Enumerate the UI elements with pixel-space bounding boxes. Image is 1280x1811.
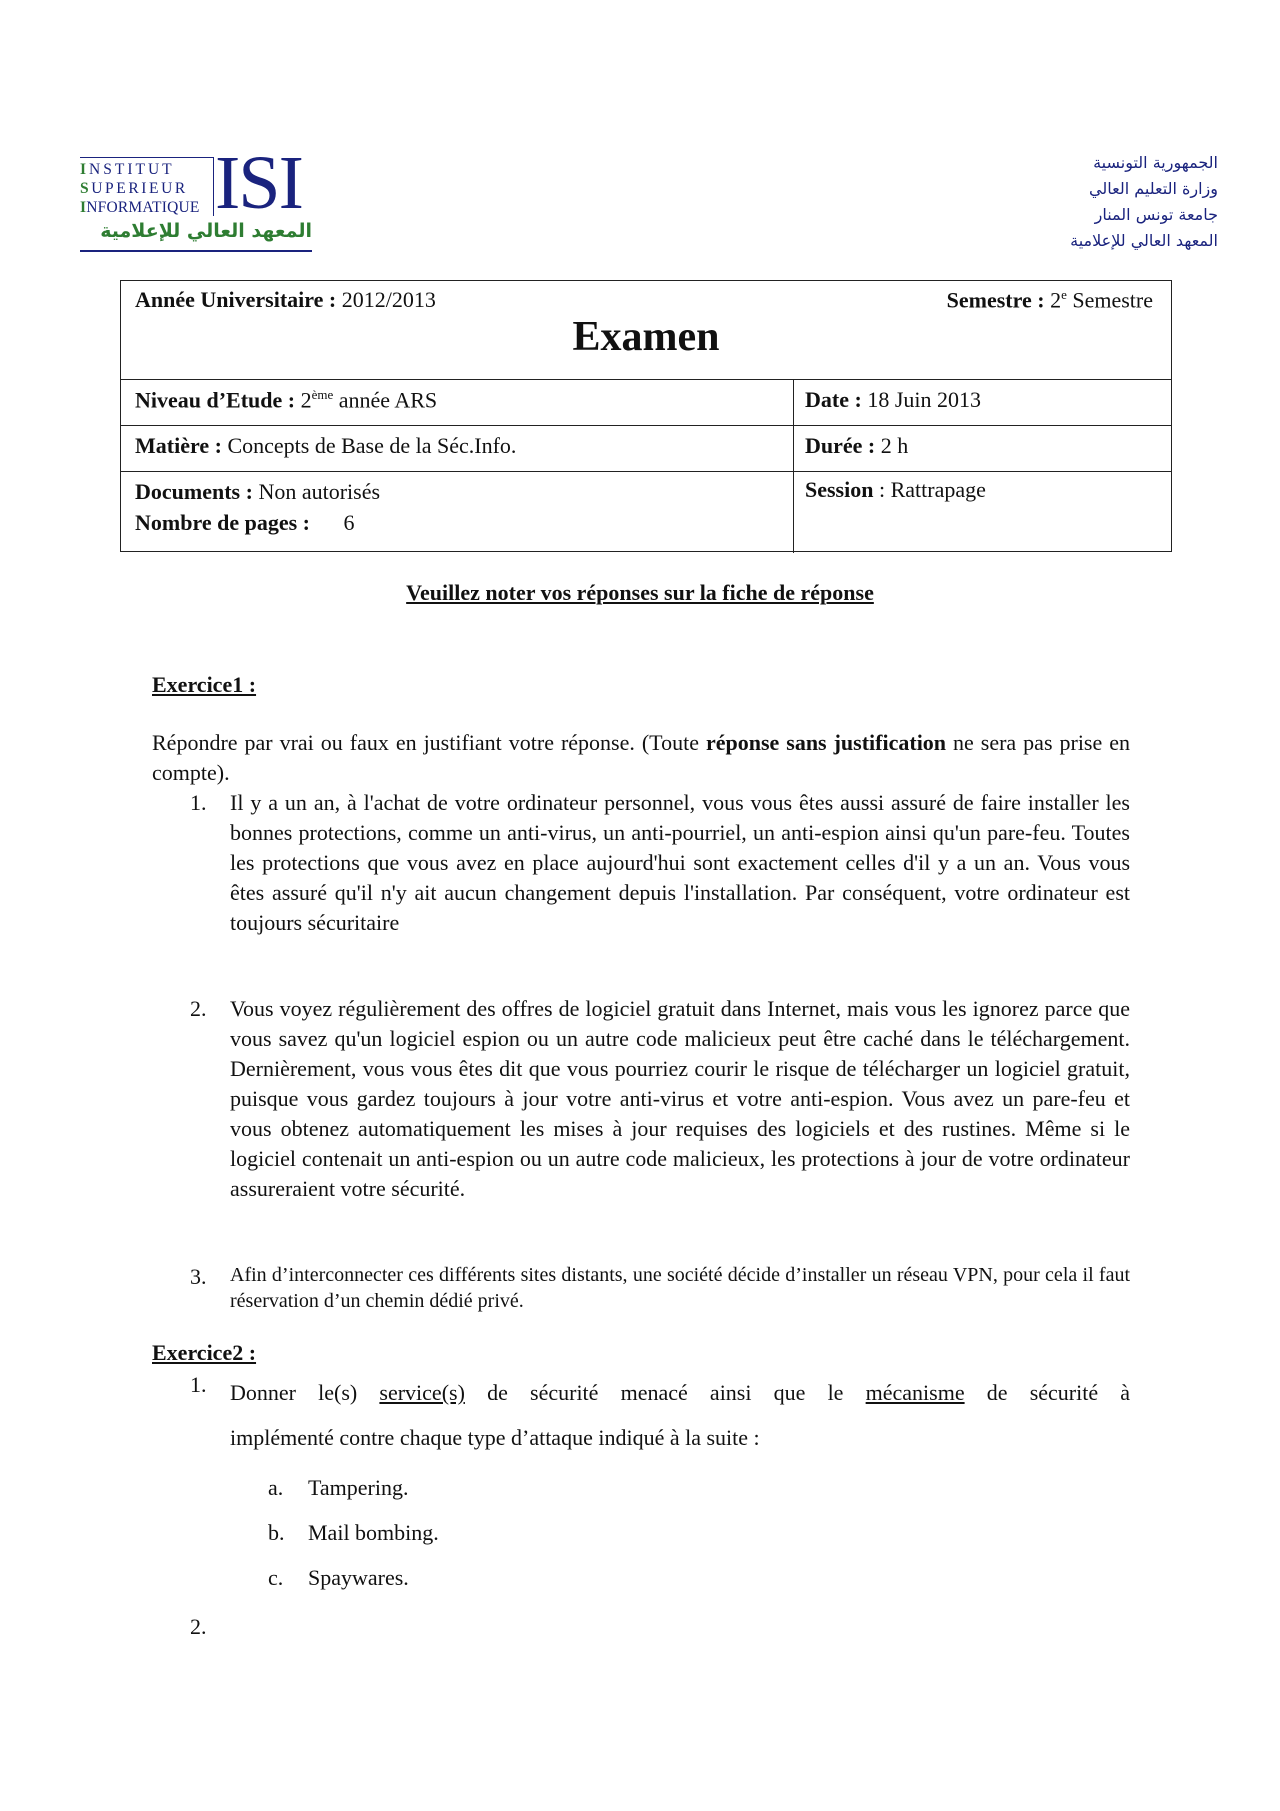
niveau-superscript: ème xyxy=(311,387,334,402)
annee-label: Année Universitaire : xyxy=(135,287,337,312)
table-column-divider xyxy=(793,379,794,553)
question-number: 3. xyxy=(190,1264,207,1289)
intro-text: ne sera pas prise en compte). xyxy=(152,730,1130,785)
logo-initial: I xyxy=(80,161,90,178)
session-label: Session xyxy=(805,477,874,502)
matiere-label: Matière : xyxy=(135,433,222,458)
question-text xyxy=(230,1370,1130,1460)
table-divider xyxy=(121,425,1171,426)
sub-item-text: Spaywares. xyxy=(308,1565,409,1590)
isi-logo xyxy=(80,141,340,255)
logo-isi-letters: ISI xyxy=(215,141,302,225)
session-value: Rattrapage xyxy=(890,477,986,502)
exercice1-question xyxy=(190,994,1130,1204)
pages-label: Nombre de pages : xyxy=(135,510,310,535)
niveau-label: Niveau d’Etude : xyxy=(135,387,296,413)
duree xyxy=(805,433,908,459)
underlined-term: mécanisme xyxy=(865,1380,965,1405)
logo-word: NFORMATIQUE xyxy=(86,199,200,216)
logo-line-informatique xyxy=(80,198,200,217)
niveau-value: année ARS xyxy=(338,387,438,413)
exercice2-title: Exercice2 : xyxy=(152,1340,257,1365)
sub-item-letter: a. xyxy=(268,1475,284,1500)
logo-word: NSTITUT xyxy=(89,161,175,178)
attack-item xyxy=(268,1518,439,1548)
table-divider xyxy=(121,379,1171,380)
exam-title: Examen xyxy=(572,314,720,360)
instructions-note: Veuillez noter vos réponses sur la fiche de réponse xyxy=(406,580,874,605)
question-number: 1. xyxy=(190,790,207,815)
text-part: de sécurité menacé ainsi que le xyxy=(487,1380,844,1405)
semestre xyxy=(947,287,1153,313)
attack-item xyxy=(268,1473,408,1503)
question-line: implémenté contre chaque type d’attaque indiqué à la suite : xyxy=(230,1425,760,1450)
annee-value: 2012/2013 xyxy=(341,287,436,312)
pages-value: 6 xyxy=(343,510,355,535)
documents-value: Non autorisés xyxy=(258,479,381,504)
arabic-header-line: وزارة التعليم العالي xyxy=(1089,179,1218,198)
sub-item-letter: b. xyxy=(268,1520,285,1545)
niveau-etude xyxy=(135,387,437,413)
sub-item-letter: c. xyxy=(268,1565,284,1590)
arabic-institution-header xyxy=(958,150,1218,254)
question-number: 2. xyxy=(190,1614,207,1639)
session-separator: : xyxy=(878,477,886,502)
niveau-number: 2 xyxy=(300,387,312,413)
logo-underline xyxy=(80,250,312,252)
documents-label: Documents : xyxy=(135,479,253,504)
arabic-header-line: الجمهورية التونسية xyxy=(1093,153,1218,172)
arabic-header-line: جامعة تونس المنار xyxy=(1094,205,1218,224)
question-number: 2. xyxy=(190,996,207,1021)
sub-item-text: Tampering. xyxy=(308,1475,409,1500)
question-text: Afin d’interconnecter ces différents sites distants, une société décide d’installer un réseau VPN, pour cela il faut réservation d’un chemin dédié privé. xyxy=(230,1264,1130,1312)
text-part: de sécurité à xyxy=(986,1380,1131,1405)
exam-info-table xyxy=(120,280,1172,552)
exercice1-title: Exercice1 : xyxy=(152,672,257,697)
intro-bold: réponse sans justification xyxy=(705,730,947,755)
logo-arabic-name: المعهد العالي للإعلامية xyxy=(100,220,312,242)
matiere-value: Concepts de Base de la Séc.Info. xyxy=(227,433,517,458)
date-label: Date : xyxy=(805,387,862,412)
semestre-superscript: e xyxy=(1061,287,1067,302)
logo-line-institut xyxy=(80,160,200,179)
logo-text-block xyxy=(80,160,200,217)
logo-initial: S xyxy=(80,180,92,197)
question-text: Il y a un an, à l'achat de votre ordinateur personnel, vous vous êtes aussi assuré de faire installer les bonnes protections, comme un anti-virus, un anti-pourriel, un anti-espion ainsi qu'un pare-feu. Toutes les protections que vous avez en place aujourd'hui sont exactement celles d'il y a un an. Vous vous êtes assuré qu'il n'y ait aucun changement depuis l'installation. Par conséquent, votre ordinateur est toujours sécuritaire xyxy=(230,790,1130,935)
semestre-number: 2 xyxy=(1050,287,1062,313)
intro-text: Répondre par vrai ou faux en justifiant votre réponse. (Toute xyxy=(152,730,699,755)
question-number: 1. xyxy=(190,1372,207,1397)
exercice1-instructions xyxy=(152,728,1130,788)
date-value: 18 Juin 2013 xyxy=(867,387,981,412)
underlined-term: service(s) xyxy=(379,1380,465,1405)
annee-universitaire xyxy=(135,287,436,313)
logo-line-superieur xyxy=(80,179,200,198)
session xyxy=(805,477,986,503)
exercice1-question xyxy=(190,788,1130,938)
duree-label: Durée : xyxy=(805,433,876,458)
attack-item xyxy=(268,1563,409,1593)
exercice2-question xyxy=(190,1370,1130,1460)
sub-item-text: Mail bombing. xyxy=(308,1520,439,1545)
question-line xyxy=(230,1370,1130,1415)
table-divider xyxy=(121,471,1171,472)
exercice1-question xyxy=(190,1262,1130,1314)
nombre-pages xyxy=(135,510,354,536)
question-text: Vous voyez régulièrement des offres de logiciel gratuit dans Internet, mais vous les ignorez parce que vous savez qu'un logiciel espion ou un autre code malicieux peut être caché dans le téléchargement. Dernièrement, vous vous êtes dit que vous pourriez courir le risque de télécharger un logiciel gratuit, puisque vous gardez toujours à jour votre anti-virus et votre anti-espion. Vous avez un pare-feu et vous obtenez automatiquement les mises à jour requises des logiciels et des rustines. Même si le logiciel contenait un anti-espion ou un autre code malicieux, les protections à jour de votre ordinateur assureraient votre sécurité. xyxy=(230,996,1130,1201)
logo-initial: I xyxy=(80,199,87,216)
documents xyxy=(135,479,380,505)
matiere xyxy=(135,433,516,459)
semestre-value: Semestre xyxy=(1072,287,1153,313)
logo-word: UPERIEUR xyxy=(91,180,188,197)
semestre-label: Semestre : xyxy=(946,287,1045,313)
duree-value: 2 h xyxy=(880,433,909,458)
text-part: Donner le(s) xyxy=(230,1380,358,1405)
arabic-header-line: المعهد العالي للإعلامية xyxy=(1070,231,1218,250)
exam-date xyxy=(805,387,981,413)
